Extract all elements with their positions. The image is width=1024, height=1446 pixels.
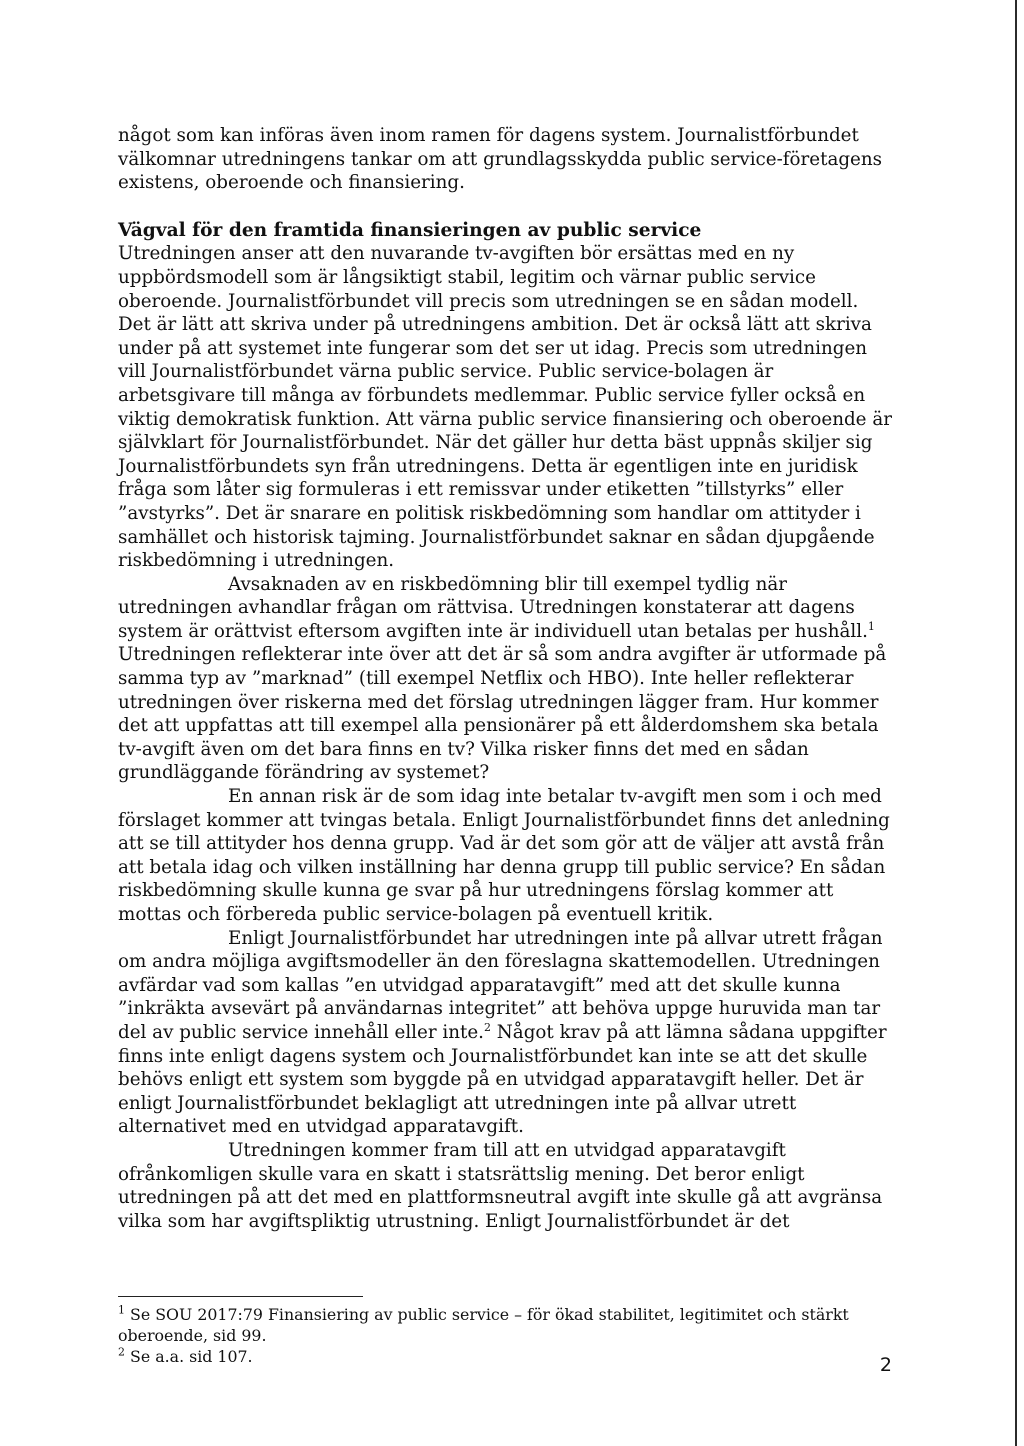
section-gap: [118, 195, 893, 219]
footnote-2: [118, 1347, 893, 1368]
paragraph-2: [118, 573, 893, 785]
section-heading: Vägval för den framtida finansieringen av public service: [118, 219, 702, 241]
footnote-1: [118, 1305, 893, 1347]
footnote-ref-1[interactable]: 1: [867, 619, 875, 633]
footnote-2-text: Se a.a. sid 107.: [125, 1346, 253, 1366]
paragraph-4-text-b: Något krav på att lämna sådana uppgifter finns inte enligt dagens system och Journalistförbundet kan inte se att det skulle behövs enligt ett system som byggde på en utvidgad apparatavgift heller. Det är enligt Journalistförbundet beklagligt att utredningen inte på allvar utrett alternativet med en utvidgad apparatavgift.: [118, 1021, 887, 1138]
paragraph-3: En annan risk är de som idag inte betalar tv-avgift men som i och med förslaget kommer att tvingas betala. Enligt Journalistförbundet finns det anledning att se till attityder hos denna grupp. Vad är det som gör att de väljer att avstå från att betala idag och vilken inställning har denna grupp till public service? En sådan riskbedömning skulle kunna ge svar på hur utredningens förslag kommer att mottas och förbereda public service-bolagen på eventuell kritik.: [118, 786, 890, 925]
footnote-1-text: Se SOU 2017:79 Finansiering av public service – för ökad stabilitet, legitimitet och stärkt oberoende, sid 99.: [118, 1305, 849, 1345]
intro-paragraph: något som kan införas även inom ramen för dagens system. Journalistförbundet välkomnar utredningens tankar om att grundlagsskydda public service-företagens existens, oberoende och finansiering.: [118, 125, 883, 194]
footnote-ref-2[interactable]: 2: [484, 1020, 491, 1034]
paragraph-1: Utredningen anser att den nuvarande tv-avgiften bör ersättas med en ny uppbördsmodell som är långsiktigt stabil, legitim och värnar public service oberoende. Journalistförbundet vill precis som utredningen se en sådan modell. Det är lätt att skriva under på utredningens ambition. Det är också lätt att skriva under på att systemet inte fungerar som det ser ut idag. Precis som utredningen vill Journalistförbundet värna public service. Public service-bolagen är arbetsgivare till många av förbundets medlemmar. Public service fyller också en viktig demokratisk funktion. Att värna public service finansiering och oberoende är självklart för Journalistförbundet. När det gäller hur detta bäst uppnås skiljer sig Journalistförbundets syn från utredningens. Detta är egentligen inte en juridisk fråga som låter sig formuleras i ett remissvar under etiketten ”tillstyrks” eller ”avstyrks”. Det är snarare en politisk riskbedömning som handlar om attityder i samhället och historisk tajming. Journalistförbundet saknar en sådan djupgående riskbedömning i utredningen.: [118, 243, 892, 572]
footnote-1-number: 1: [118, 1303, 125, 1317]
paragraph-2-text-a: Avsaknaden av en riskbedömning blir till exempel tydlig när utredningen avhandlar frågan om rättvisa. Utredningen konstaterar att dagens system är orättvist eftersom avgiften inte är individuell utan betalas per hushåll.: [118, 573, 868, 642]
footnotes-section: [118, 1296, 893, 1367]
page-number: 2: [879, 1354, 892, 1376]
footnote-2-number: 2: [118, 1345, 125, 1359]
paragraph-2-text-b: Utredningen reflekterar inte över att det är så som andra avgifter är utformade på samma typ av ”marknad” (till exempel Netflix och HBO). Inte heller reflekterar utredningen över riskerna med det förslag utredningen lägger fram. Hur kommer det att uppfattas att till exempel alla pensionärer på ett ålderdomshem ska betala tv-avgift även om det bara finns en tv? Vilka risker finns det med en sådan grundläggande förändring av systemet?: [118, 644, 887, 784]
scan-edge-line: [1015, 0, 1017, 1446]
document-body: [118, 124, 893, 1233]
paragraph-4: [118, 927, 893, 1139]
paragraph-4-text-a: Enligt Journalistförbundet har utredningen inte på allvar utrett frågan om andra möjliga avgiftsmodeller än den föreslagna skattemodellen. Utredningen avfärdar vad som kallas ”en utvidgad apparatavgift” med att det skulle kunna ”inkräkta avsevärt på användarnas integritet” att behöva uppge huruvida man tar del av public service innehåll eller inte.: [118, 927, 883, 1043]
paragraph-5: Utredningen kommer fram till att en utvidgad apparatavgift ofrånkomligen skulle vara en skatt i statsrättslig mening. Det beror enligt utredningen på att det med en plattformsneutral avgift inte skulle gå att avgränsa vilka som har avgiftspliktig utrustning. Enligt Journalistförbundet är det: [118, 1139, 883, 1232]
footnote-divider: [118, 1296, 363, 1297]
